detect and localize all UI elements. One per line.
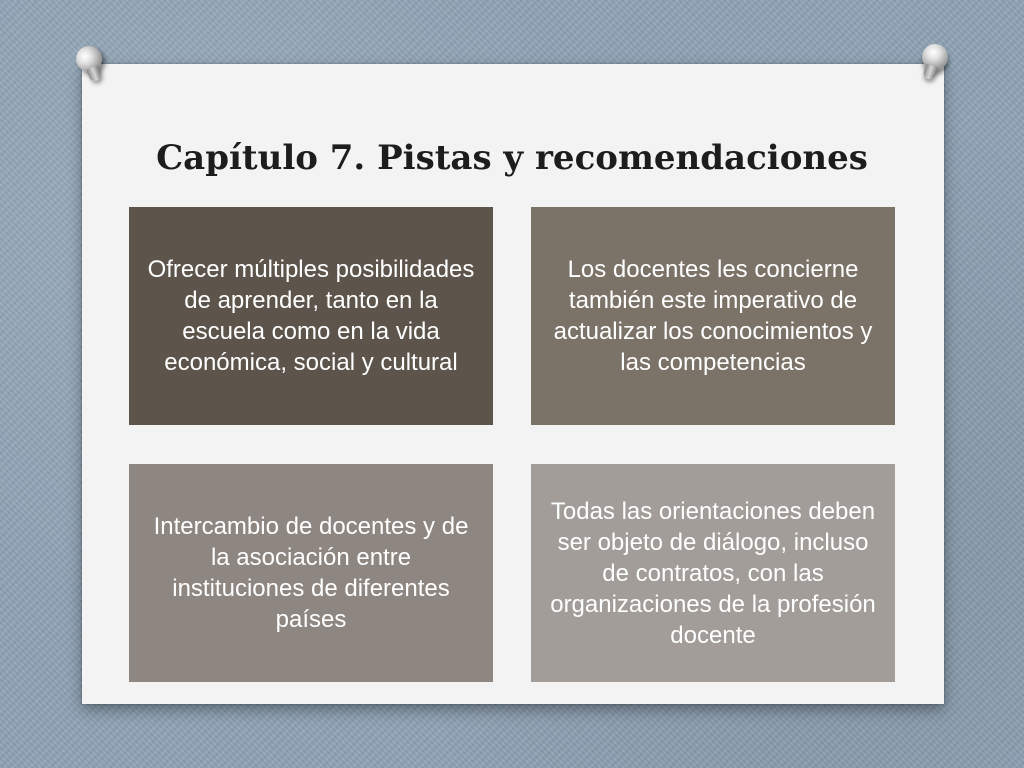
content-box-2 <box>531 207 895 425</box>
content-box-text: Los docentes les concierne también este imperativo de actualizar los conocimientos y las competencias <box>553 256 873 376</box>
content-box-text: Ofrecer múltiples posibilidades de aprender, tanto en la escuela como en la vida económica, social y cultural <box>147 256 475 376</box>
content-box-4 <box>531 464 895 682</box>
slide-title: Capítulo 7. Pistas y recomendaciones <box>156 138 868 178</box>
content-box-text: Todas las orientaciones deben ser objeto de diálogo, incluso de contratos, con las organizaciones de la profesión docente <box>550 497 876 649</box>
content-box-1 <box>129 207 493 425</box>
content-box-3 <box>129 464 493 682</box>
content-box-text: Intercambio de docentes y de la asociación entre instituciones de diferentes países <box>153 513 469 633</box>
